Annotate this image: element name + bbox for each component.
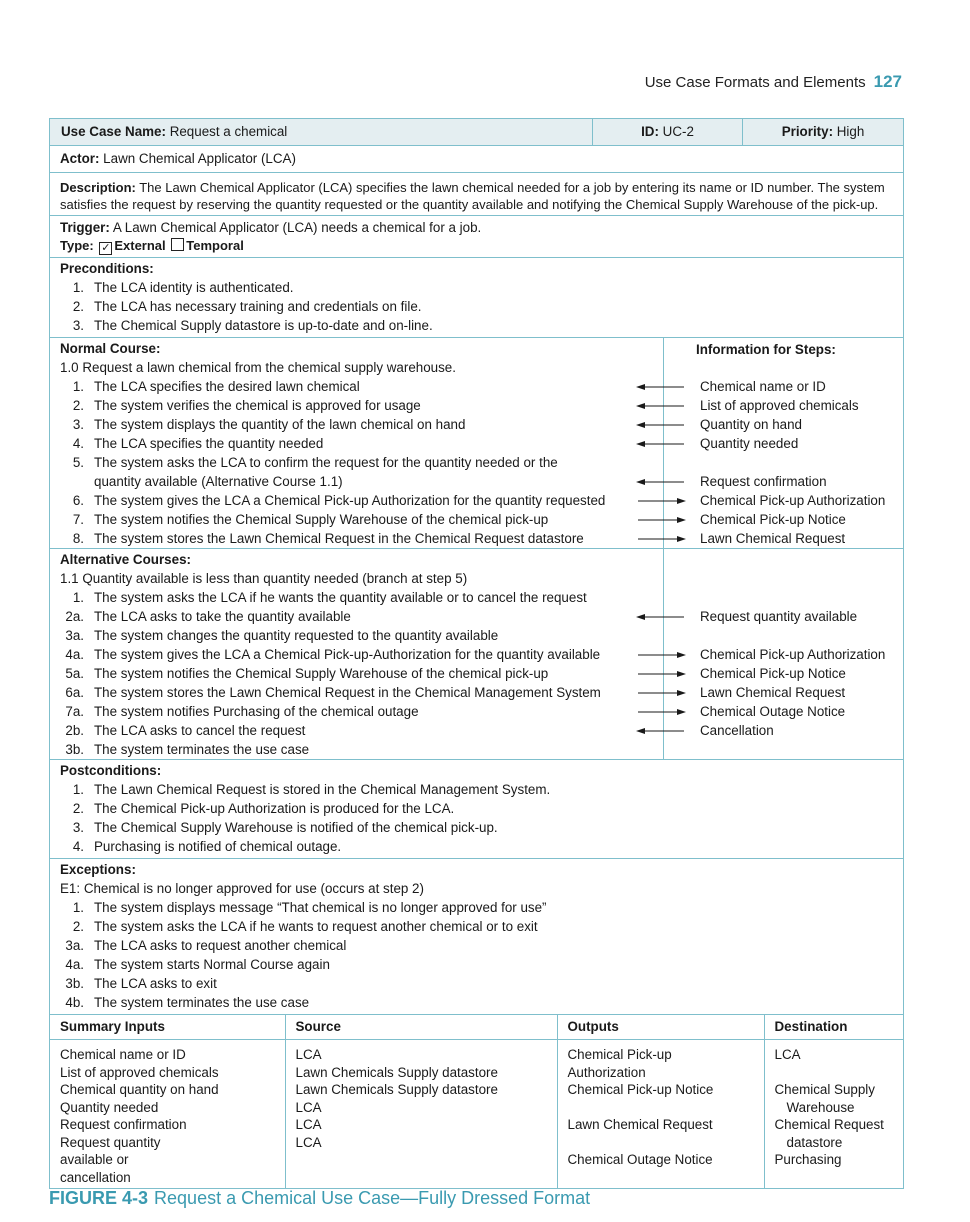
- step-number: 6a.: [65, 685, 84, 700]
- alternative-courses-steps: [50, 588, 663, 759]
- running-head: [645, 72, 902, 92]
- description-line-2: satisfies the request by reserving the quantity requested or the quantity available and notifying the Chemical Supply Warehouse of the pick-up.: [60, 197, 879, 212]
- step-text: The system notifies the Chemical Supply Warehouse of the chemical pick-up: [94, 512, 549, 527]
- exception-item: [50, 993, 903, 1012]
- summary-source: LCA: [295, 1099, 322, 1115]
- step-text: The LCA identity is authenticated.: [94, 280, 294, 295]
- arrow-left-icon: [636, 472, 686, 491]
- use-case-name: Request a chemical: [169, 124, 288, 139]
- step-info: Lawn Chemical Request: [700, 531, 846, 546]
- summary-destination: Purchasing: [774, 1152, 842, 1167]
- step-number: 4.: [72, 839, 84, 854]
- exceptions-list: [50, 898, 903, 1012]
- postconditions-list: [50, 780, 903, 856]
- summary-destination: Chemical Request: [774, 1117, 884, 1132]
- summary-header-destination: Destination: [764, 1015, 903, 1040]
- exception-item: [50, 917, 903, 936]
- step-number: 3.: [72, 318, 84, 333]
- step-text: The system gives the LCA a Chemical Pick-up Authorization for the quantity requested: [94, 493, 606, 508]
- normal-course-intro: 1.0 Request a lawn chemical from the chemical supply warehouse.: [60, 360, 456, 375]
- exceptions-intro: E1: Chemical is no longer approved for use (occurs at step 2): [60, 881, 424, 896]
- step-text: Purchasing is notified of chemical outage.: [94, 839, 342, 854]
- step-number: 3b.: [65, 742, 84, 757]
- step-number: 1.: [72, 379, 84, 394]
- step-number: 4a.: [65, 957, 84, 972]
- step-text: The system verifies the chemical is approved for usage: [94, 398, 421, 413]
- step-text: The system asks the LCA if he wants to request another chemical or to exit: [94, 919, 538, 934]
- summary-destination: Warehouse: [786, 1099, 855, 1115]
- step-info: Request quantity available: [700, 609, 858, 624]
- step-text: The system notifies the Chemical Supply Warehouse of the chemical pick-up: [94, 666, 549, 681]
- actor-label: Actor:: [60, 151, 100, 166]
- step-text: The system gives the LCA a Chemical Pick-up-Authorization for the quantity available: [94, 647, 601, 662]
- step-text: The LCA asks to cancel the request: [94, 723, 306, 738]
- figure-title: Request a Chemical Use Case—Fully Dressed Format: [154, 1188, 591, 1208]
- actor-value: Lawn Chemical Applicator (LCA): [103, 151, 296, 166]
- summary-destination: LCA: [774, 1047, 801, 1062]
- summary-sources-cell: [285, 1040, 557, 1189]
- exceptions-section: [50, 858, 903, 1014]
- summary-output: Chemical Pick-up: [567, 1047, 672, 1062]
- arrow-left-icon: [636, 377, 686, 396]
- arrow-right-icon: [636, 683, 686, 702]
- arrow-right-icon: [636, 664, 686, 683]
- step-info: Cancellation: [700, 723, 774, 738]
- actor-section: [50, 145, 903, 172]
- flow-step: [50, 434, 663, 453]
- summary-output: Chemical Outage Notice: [567, 1152, 713, 1167]
- step-text: The LCA asks to exit: [94, 976, 217, 991]
- flow-step: [50, 683, 663, 702]
- exception-item: [50, 974, 903, 993]
- summary-source: Lawn Chemicals Supply datastore: [295, 1064, 498, 1080]
- summary-input: cancellation: [60, 1169, 131, 1185]
- postconditions-title: Postconditions:: [60, 763, 162, 778]
- summary-output: [568, 1134, 754, 1152]
- type-label: Type:: [60, 238, 94, 253]
- summary-output: Chemical Pick-up Notice: [567, 1082, 714, 1097]
- postcondition-item: [50, 780, 903, 799]
- type-line: [60, 237, 893, 255]
- flow-step: [50, 472, 663, 491]
- step-text: The LCA asks to request another chemical: [94, 938, 347, 953]
- flow-step: [50, 645, 663, 664]
- flow-step: [50, 607, 663, 626]
- alternative-courses-section: [50, 548, 903, 759]
- step-number: 1.: [72, 280, 84, 295]
- flow-step: [50, 491, 663, 510]
- trigger-section: [50, 215, 903, 257]
- summary-source: LCA: [295, 1117, 322, 1132]
- step-text: The system stores the Lawn Chemical Request in the Chemical Request datastore: [94, 531, 584, 546]
- flow-step: [50, 453, 663, 472]
- summary-section: [50, 1014, 903, 1188]
- arrow-left-icon: [636, 434, 686, 453]
- step-text: The LCA has necessary training and credentials on file.: [94, 299, 422, 314]
- step-info: Chemical Pick-up Authorization: [700, 493, 886, 508]
- step-text: The LCA asks to take the quantity available: [94, 609, 351, 624]
- use-case-id: UC-2: [662, 124, 694, 139]
- step-number: 6.: [72, 493, 84, 508]
- step-number: 7.: [72, 512, 84, 527]
- trigger-label: Trigger:: [60, 220, 110, 235]
- use-case-id-cell: [593, 119, 743, 145]
- step-info: Quantity needed: [700, 436, 799, 451]
- flow-step: [50, 415, 663, 434]
- step-number: 5a.: [65, 666, 84, 681]
- precondition-item: [50, 297, 903, 316]
- normal-course-steps: [50, 377, 663, 548]
- step-text: The Chemical Supply datastore is up-to-date and on-line.: [94, 318, 433, 333]
- postcondition-item: [50, 799, 903, 818]
- step-text: The system displays the quantity of the lawn chemical on hand: [94, 417, 466, 432]
- summary-source: Lawn Chemicals Supply datastore: [295, 1082, 498, 1097]
- summary-input: Chemical name or ID: [60, 1047, 186, 1062]
- step-text: The system starts Normal Course again: [94, 957, 330, 972]
- step-number: 1.: [72, 782, 84, 797]
- running-head-title: Use Case Formats and Elements: [644, 74, 866, 91]
- exception-item: [50, 898, 903, 917]
- precondition-item: [50, 316, 903, 335]
- step-text: The system asks the LCA to confirm the request for the quantity needed or the: [94, 455, 558, 470]
- arrow-left-icon: [636, 721, 686, 740]
- description-section: [50, 172, 903, 215]
- summary-output: [568, 1099, 754, 1117]
- summary-destinations-cell: [764, 1040, 903, 1189]
- exception-item: [50, 955, 903, 974]
- step-number: 8.: [72, 531, 84, 546]
- step-number: 3a.: [65, 628, 84, 643]
- step-number: 3.: [72, 820, 84, 835]
- summary-input: List of approved chemicals: [60, 1064, 219, 1080]
- step-text: The system stores the Lawn Chemical Request in the Chemical Management System: [94, 685, 601, 700]
- step-number: 4.: [72, 436, 84, 451]
- step-number: 2b.: [65, 723, 84, 738]
- step-text: The Chemical Supply Warehouse is notified of the chemical pick-up.: [94, 820, 498, 835]
- step-text: The Lawn Chemical Request is stored in the Chemical Management System.: [94, 782, 551, 797]
- summary-input: Chemical quantity on hand: [60, 1082, 219, 1097]
- postcondition-item: [50, 818, 903, 837]
- step-info: Chemical name or ID: [700, 379, 826, 394]
- step-text: The Chemical Pick-up Authorization is produced for the LCA.: [94, 801, 455, 816]
- flow-step: [50, 529, 663, 548]
- type-external: External: [114, 238, 166, 253]
- step-number: 2a.: [65, 609, 84, 624]
- summary-source: LCA: [295, 1047, 322, 1062]
- summary-input: Request quantity: [60, 1134, 161, 1150]
- step-text: quantity available (Alternative Course 1.1): [94, 474, 343, 489]
- flow-step: [50, 396, 663, 415]
- summary-output: Authorization: [567, 1064, 646, 1080]
- summary-destination: Chemical Supply: [774, 1082, 875, 1097]
- priority-label: Priority:: [781, 124, 834, 139]
- flow-step: [50, 721, 663, 740]
- summary-header-inputs: Summary Inputs: [50, 1015, 285, 1040]
- arrow-right-icon: [636, 510, 686, 529]
- description-label: Description:: [60, 180, 136, 195]
- trigger-value: A Lawn Chemical Applicator (LCA) needs a chemical for a job.: [112, 220, 482, 235]
- step-number: 2.: [72, 801, 84, 816]
- flow-step: [50, 664, 663, 683]
- temporal-checkbox-unchecked: [171, 238, 184, 251]
- page-number: 127: [873, 72, 902, 91]
- flow-step: [50, 740, 663, 759]
- step-text: The LCA specifies the desired lawn chemical: [94, 379, 360, 394]
- summary-input: available or: [60, 1152, 129, 1167]
- step-text: The system notifies Purchasing of the chemical outage: [94, 704, 419, 719]
- step-info: Chemical Pick-up Authorization: [700, 647, 886, 662]
- exception-item: [50, 936, 903, 955]
- step-info: Quantity on hand: [700, 417, 802, 432]
- summary-destination: datastore: [786, 1134, 843, 1150]
- preconditions-section: [50, 257, 903, 337]
- step-number: 2.: [72, 919, 84, 934]
- step-number: 2.: [72, 398, 84, 413]
- step-info: Lawn Chemical Request: [700, 685, 846, 700]
- step-number: 7a.: [65, 704, 84, 719]
- arrow-right-icon: [636, 491, 686, 510]
- step-number: 3b.: [65, 976, 84, 991]
- step-text: The system terminates the use case: [94, 742, 310, 757]
- arrow-right-icon: [636, 645, 686, 664]
- arrow-left-icon: [636, 396, 686, 415]
- step-number: 1.: [72, 900, 84, 915]
- precondition-item: [50, 278, 903, 297]
- use-case-header: [50, 119, 903, 145]
- arrow-left-icon: [636, 415, 686, 434]
- flow-step: [50, 702, 663, 721]
- step-number: 2.: [72, 299, 84, 314]
- description-text-1: The Lawn Chemical Applicator (LCA) specifies the lawn chemical needed for a job by entering its name or ID number. The system: [139, 180, 885, 195]
- step-text: The system asks the LCA if he wants the quantity available or to cancel the request: [94, 590, 587, 605]
- postcondition-item: [50, 837, 903, 856]
- step-info: Chemical Outage Notice: [700, 704, 846, 719]
- step-number: 3.: [72, 417, 84, 432]
- step-number: 4a.: [65, 647, 84, 662]
- priority-cell: [743, 119, 903, 145]
- use-case-name-cell: [50, 119, 593, 145]
- preconditions-list: [50, 278, 903, 335]
- step-text: The LCA specifies the quantity needed: [94, 436, 324, 451]
- summary-inputs-cell: [50, 1040, 285, 1189]
- figure-number: FIGURE 4-3: [49, 1188, 149, 1208]
- step-text: The system displays message “That chemical is no longer approved for use”: [94, 900, 547, 915]
- normal-course-section: [50, 337, 903, 548]
- figure-caption: [49, 1188, 590, 1209]
- type-temporal: Temporal: [186, 238, 244, 253]
- summary-table: [50, 1015, 903, 1188]
- summary-input: Quantity needed: [60, 1099, 159, 1115]
- flow-step: [50, 626, 663, 645]
- alternative-courses-intro: 1.1 Quantity available is less than quantity needed (branch at step 5): [60, 571, 468, 586]
- name-label: Use Case Name:: [61, 124, 166, 139]
- description-line-1: [60, 179, 901, 196]
- step-number: [50, 472, 94, 491]
- exceptions-title: Exceptions:: [60, 862, 136, 877]
- step-text: The system changes the quantity requested to the quantity available: [94, 628, 499, 643]
- flow-step: [50, 377, 663, 396]
- arrow-right-icon: [636, 702, 686, 721]
- summary-output: Lawn Chemical Request: [567, 1117, 713, 1132]
- trigger-line: [60, 219, 893, 237]
- step-number: 4b.: [65, 995, 84, 1010]
- step-number: 3a.: [65, 938, 84, 953]
- information-for-steps-title: Information for Steps:: [696, 342, 836, 357]
- flow-step: [50, 588, 663, 607]
- step-info: Chemical Pick-up Notice: [700, 512, 846, 527]
- use-case-table: [49, 118, 904, 1189]
- step-text: The system terminates the use case: [94, 995, 310, 1010]
- arrow-left-icon: [636, 607, 686, 626]
- step-number: 1.: [72, 590, 84, 605]
- step-info: List of approved chemicals: [700, 398, 859, 413]
- id-label: ID:: [641, 124, 659, 139]
- flow-step: [50, 510, 663, 529]
- summary-header-source: Source: [285, 1015, 557, 1040]
- summary-destination: [775, 1064, 894, 1082]
- step-info: Chemical Pick-up Notice: [700, 666, 846, 681]
- step-info: Request confirmation: [700, 474, 827, 489]
- arrow-right-icon: [636, 529, 686, 548]
- summary-input: Request confirmation: [60, 1117, 187, 1132]
- step-number: 5.: [72, 455, 84, 470]
- alternative-courses-title: Alternative Courses:: [60, 552, 191, 567]
- summary-source: LCA: [295, 1134, 322, 1150]
- priority-value: High: [836, 124, 865, 139]
- summary-outputs-cell: [557, 1040, 764, 1189]
- summary-header-outputs: Outputs: [557, 1015, 764, 1040]
- normal-course-title: Normal Course:: [60, 341, 161, 356]
- postconditions-section: [50, 759, 903, 858]
- preconditions-title: Preconditions:: [60, 261, 154, 276]
- external-checkbox-checked: ✓: [101, 242, 111, 254]
